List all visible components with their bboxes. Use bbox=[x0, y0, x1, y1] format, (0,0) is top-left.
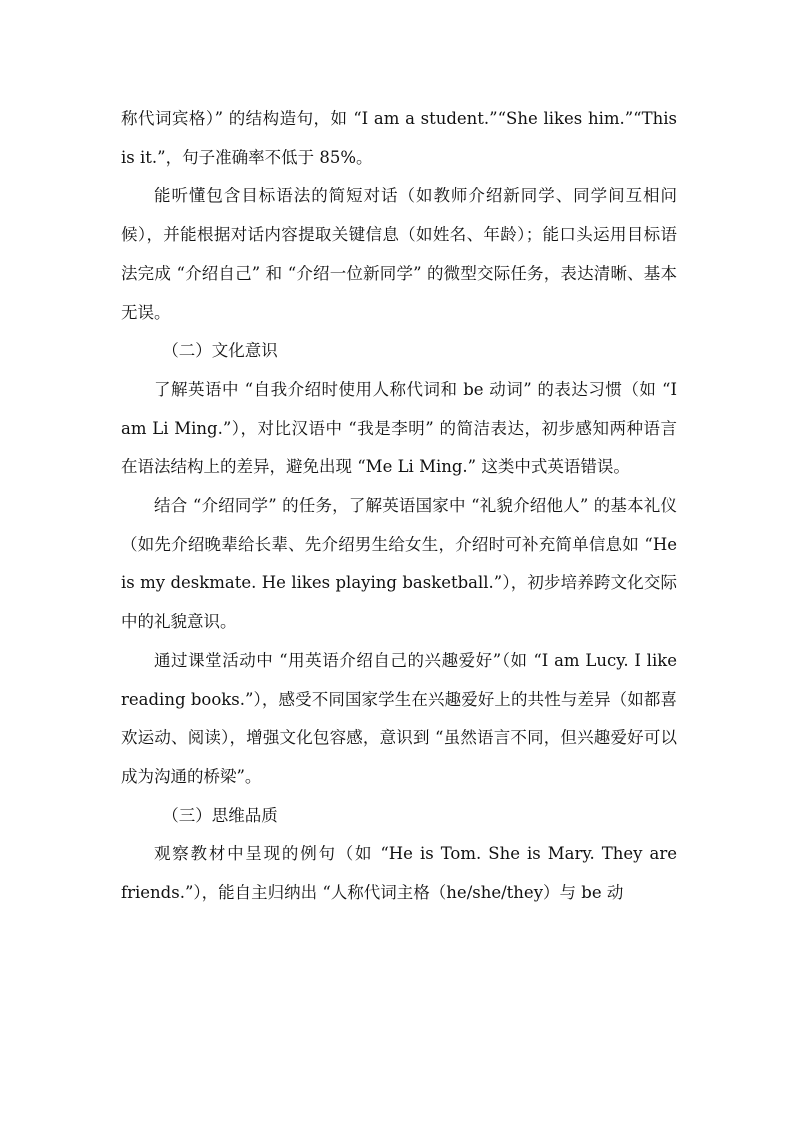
paragraph-introduction-etiquette: 结合 “介绍同学” 的任务，了解英语国家中 “礼貌介绍他人” 的基本礼仪（如先介绍晚辈给长辈、先介绍男生给女生，介绍时可补充简单信息如 “He is my deskmate. He likes playing basketball.”），初步培养跨文化交际中的礼貌意识。 bbox=[121, 496, 677, 632]
paragraph-self-introduction-habit: 了解英语中 “自我介绍时使用人称代词和 be 动词” 的表达习惯（如 “I am Li Ming.”），对比汉语中 “我是李明” 的简洁表达，初步感知两种语言在语法结构上的差异，避免出现 “Me Li Ming.” 这类中式英语错误。 bbox=[121, 379, 677, 477]
section-heading-cultural-awareness: （二）文化意识 bbox=[162, 341, 278, 361]
section-heading-thinking-quality: （三）思维品质 bbox=[162, 805, 278, 825]
paragraph-observe-examples: 观察教材中呈现的例句（如 “He is Tom. She is Mary. They are friends.”），能自主归纳出 “人称代词主格（he/she/they）与 be 动 bbox=[121, 844, 677, 903]
paragraph-continuation: 称代词宾格）” 的结构造句，如 “I am a student.”“She likes him.”“This is it.”，句子准确率不低于 85%。 bbox=[121, 109, 677, 167]
document-body bbox=[121, 100, 677, 913]
paragraph-hobbies-activity: 通过课堂活动中 “用英语介绍自己的兴趣爱好”（如 “I am Lucy. I like reading books.”），感受不同国家学生在兴趣爱好上的共性与差异（如都喜欢运动、阅读），增强文化包容感，意识到 “虽然语言不同，但兴趣爱好可以成为沟通的桥梁”。 bbox=[121, 650, 677, 786]
paragraph-listening-speaking: 能听懂包含目标语法的简短对话（如教师介绍新同学、同学间互相问候），并能根据对话内容提取关键信息（如姓名、年龄）；能口头运用目标语法完成 “介绍自己” 和 “介绍一位新同学” 的微型交际任务，表达清晰、基本无误。 bbox=[121, 186, 677, 322]
